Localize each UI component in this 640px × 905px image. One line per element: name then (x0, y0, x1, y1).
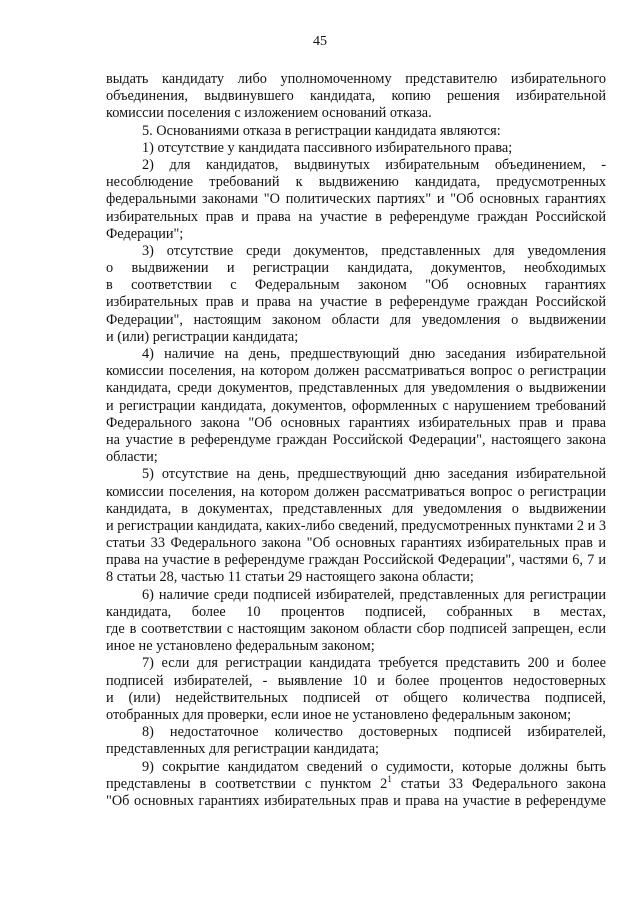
text-line: кандидата, в документах, представленных для уведомления о выдвижении (106, 500, 606, 517)
text-line: где в соответствии с настоящим законом области сбор подписей запрещен, если (106, 621, 606, 637)
text-line: статьи 33 Федерального закона "Об основных гарантиях избирательных прав и (106, 535, 606, 552)
text-line: в соответствии с Федеральным законом "Об основных гарантиях (106, 277, 606, 294)
text-line: представленных для регистрации кандидата; (106, 741, 380, 758)
text-line: 5) отсутствие на день, предшествующий дню заседания избирательной (142, 466, 606, 483)
text-line: и регистрации кандидата, каких-либо сведений, предусмотренных пунктами 2 и 3 (106, 517, 606, 534)
text-line: иное не установлено федеральным законом; (106, 638, 375, 655)
text-line: области; (106, 449, 158, 466)
text-line: права на участие в референдуме граждан Российской Федерации", частями 6, 7 и (106, 552, 606, 569)
text-line: подписей избирателей, - выявление 10 и более процентов недостоверных (106, 672, 606, 689)
text-line: 2) для кандидатов, выдвинутых избирательным объединением, - (142, 156, 606, 173)
text-line: Федерации"; (106, 225, 184, 242)
text-line: 1) отсутствие у кандидата пассивного избирательного права; (142, 139, 513, 156)
page-number: 45 (313, 34, 327, 49)
text-line: несоблюдение требований к выдвижению кандидата, предусмотренных (106, 174, 606, 191)
text-line: 9) сокрытие кандидатом сведений о судимости, которые должны быть (142, 758, 606, 775)
text-line: комиссии поселения, на котором должен рассматриваться вопрос о регистрации (106, 483, 606, 500)
text-line: избирательных прав и права на участие в референдуме граждан Российской (106, 294, 606, 311)
text-line: комиссии поселения с изложением оснований отказа. (106, 105, 432, 122)
text-line: 5. Основаниями отказа в регистрации кандидата являются: (142, 122, 501, 139)
text-line: федеральными законами "О политических партиях" и "Об основных гарантиях (106, 191, 606, 208)
text-line: избирательных прав и права на участие в референдуме граждан Российской (106, 208, 606, 225)
text-line: 4) наличие на день, предшествующий дню заседания избирательной (142, 346, 606, 362)
text-line: "Об основных гарантиях избирательных прав и права на участие в референдуме (106, 792, 606, 809)
text-line: выдать кандидату либо уполномоченному представителю избирательного (106, 71, 606, 87)
text-line: кандидата, более 10 процентов подписей, собранных в местах, (106, 603, 606, 620)
text-line: 8 статьи 28, частью 11 статьи 29 настоящего закона области; (106, 569, 474, 586)
text-line: 3) отсутствие среди документов, представленных для уведомления (142, 242, 606, 259)
text-line: и регистрации кандидата, документов, оформленных с нарушением требований (106, 397, 606, 414)
text-line: 8) недостаточное количество достоверных подписей избирателей, (142, 724, 606, 741)
text-segment: статьи 33 Федерального закона (400, 775, 607, 792)
text-line: 7) если для регистрации кандидата требуется представить 200 и более (142, 655, 606, 672)
text-line: отобранных для проверки, если иное не установлено федеральным законом; (106, 706, 572, 723)
text-line: на участие в референдуме граждан Российской Федерации", настоящего закона (106, 431, 606, 448)
text-line: кандидата, среди документов, представленных для уведомления о выдвижении (106, 380, 606, 397)
text-segment: представлены в соответствии с пунктом 2 (106, 775, 388, 792)
document-body (106, 71, 606, 810)
text-line: комиссии поселения, на котором должен рассматриваться вопрос о регистрации (106, 363, 606, 380)
text-line: Федерального закона "Об основных гарантиях избирательных прав и права (106, 414, 606, 431)
text-line: 6) наличие среди подписей избирателей, представленных для регистрации (142, 586, 606, 603)
text-line: Федерации", настоящим законом области для уведомления о выдвижении (106, 311, 606, 328)
text-line: и (или) недействительных подписей от общего количества подписей, (106, 689, 606, 706)
text-line: и (или) регистрации кандидата; (106, 328, 299, 345)
superscript-marker: 1 (387, 773, 392, 784)
text-line-with-superscript (106, 773, 607, 793)
text-line: объединения, выдвинувшего кандидата, копию решения избирательной (106, 88, 606, 105)
text-line: о выдвижении и регистрации кандидата, документов, необходимых (106, 260, 606, 277)
